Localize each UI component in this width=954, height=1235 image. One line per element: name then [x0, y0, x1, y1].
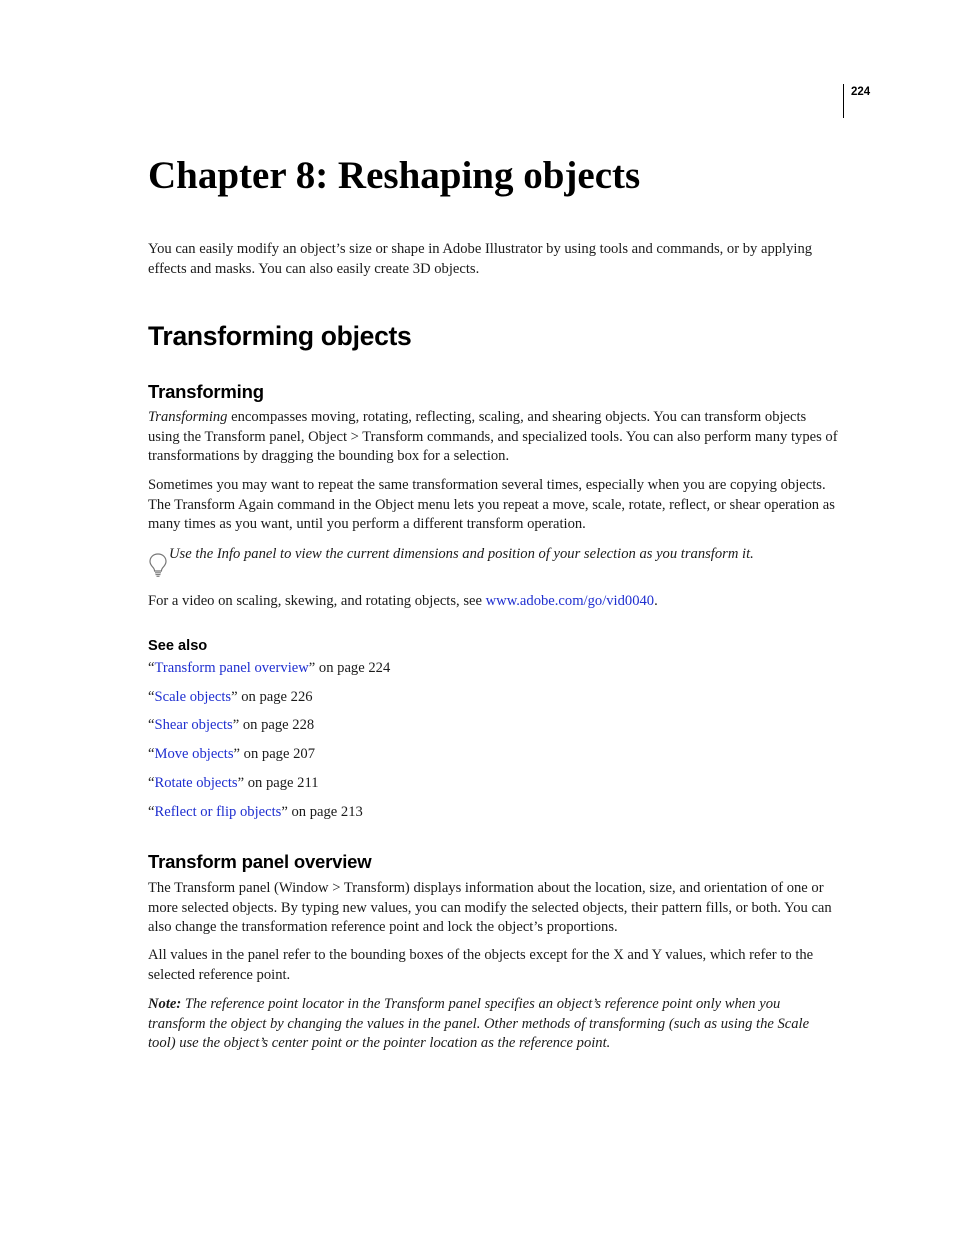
see-also-link-move-objects[interactable]: Move objects [154, 746, 234, 762]
see-also-item [148, 716, 840, 736]
see-also-page-ref: ” on page 207 [233, 746, 315, 762]
page-number: 224 [851, 86, 871, 98]
intro-paragraph: You can easily modify an object’s size or shape in Adobe Illustrator by using tools and commands, or by applying effects and masks. You can also easily create 3D objects. [148, 241, 813, 277]
video-suffix: . [654, 593, 658, 609]
see-also-link-rotate-objects[interactable]: Rotate objects [154, 775, 238, 791]
open-quote: “ [148, 717, 155, 733]
see-also-page-ref: ” on page 226 [231, 689, 313, 705]
video-link[interactable]: www.adobe.com/go/vid0040 [485, 593, 655, 609]
open-quote: “ [148, 689, 155, 705]
transforming-heading: Transforming [148, 381, 264, 402]
see-also-link-shear-objects[interactable]: Shear objects [154, 717, 233, 733]
transforming-term: Transforming [148, 409, 228, 425]
see-also-item [148, 774, 840, 794]
see-also-link-reflect-or-flip-objects[interactable]: Reflect or flip objects [154, 804, 282, 820]
transform-panel-heading: Transform panel overview [148, 851, 372, 872]
transforming-paragraph-1 [148, 408, 840, 467]
section-title: Transforming objects [148, 321, 412, 351]
chapter-title: Chapter 8: Reshaping objects [148, 154, 641, 197]
transform-panel-paragraph-2: All values in the panel refer to the bounding boxes of the objects except for the X and Y values, which refer to the selected reference point. [148, 947, 814, 983]
open-quote: “ [148, 746, 155, 762]
lightbulb-icon [148, 552, 168, 578]
see-also-page-ref: ” on page 211 [237, 775, 319, 791]
note-text: The reference point locator in the Transform panel specifies an object’s reference point only when you transform the object by changing the values in the panel. Other methods of transforming (such as using the Scale tool) use the object’s center point or the pointer location as the reference point. [148, 996, 810, 1052]
video-prefix: For a video on scaling, skewing, and rotating objects, see [148, 593, 486, 609]
see-also-link-scale-objects[interactable]: Scale objects [154, 689, 232, 705]
see-also-heading: See also [148, 638, 208, 654]
transform-panel-paragraph-1: The Transform panel (Window > Transform) displays information about the location, size, and orientation of one or more selected objects. By typing new values, you can modify the selected objects, their pattern fills, or both. You can also change the transformation reference point and lock the object’s proportions. [148, 880, 832, 936]
open-quote: “ [148, 804, 155, 820]
see-also-page-ref: ” on page 228 [232, 717, 315, 733]
open-quote: “ [148, 775, 155, 791]
video-paragraph [148, 592, 840, 612]
see-also-item [148, 803, 840, 823]
page-number-rule [843, 84, 844, 118]
see-also-item [148, 745, 840, 765]
note-paragraph [148, 995, 840, 1054]
see-also-item [148, 659, 840, 679]
transforming-paragraph-2: Sometimes you may want to repeat the same transformation several times, especially when you are copying objects. The Transform Again command in the Object menu lets you repeat a move, scale, rotate, reflect, or shear operation as many times as you want, until you perform a different transform operation. [148, 477, 835, 533]
see-also-page-ref: ” on page 224 [308, 660, 391, 676]
tip-text: Use the Info panel to view the current dimensions and position of your selection as you transform it. [169, 546, 754, 562]
transforming-paragraph-1-text: encompasses moving, rotating, reflecting, scaling, and shearing objects. You can transform objects using the Transform panel, Object > Transform commands, and specialized tools. You can also perform many types of transformations by dragging the bounding box for a selection. [148, 409, 838, 465]
see-also-item [148, 688, 840, 708]
open-quote: “ [148, 660, 155, 676]
see-also-link-transform-panel-overview[interactable]: Transform panel overview [154, 660, 309, 676]
see-also-page-ref: ” on page 213 [281, 804, 363, 820]
note-label: Note: [148, 996, 182, 1012]
